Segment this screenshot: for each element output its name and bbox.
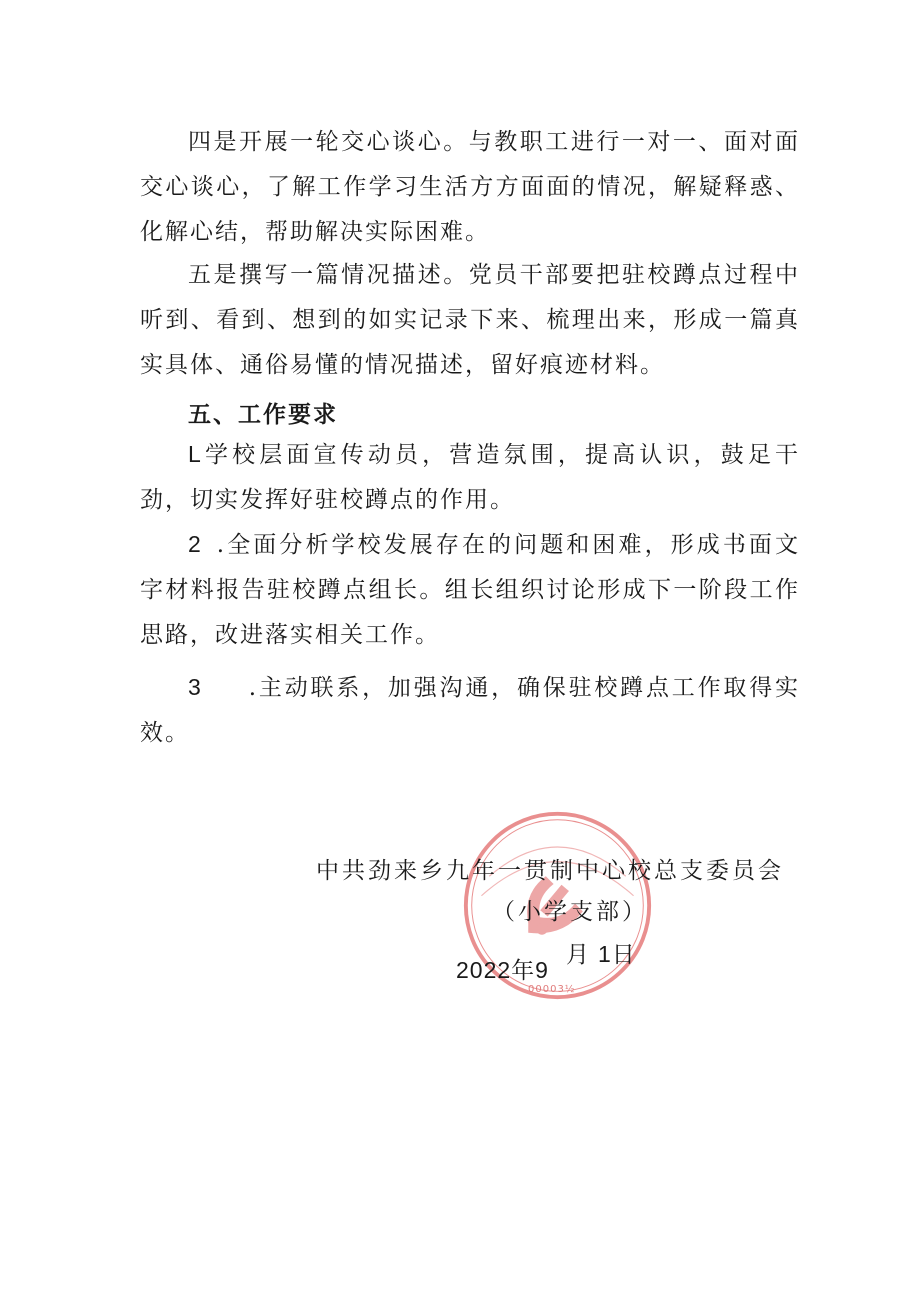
date-day-char: 日 <box>611 942 636 968</box>
requirement-3 <box>140 665 800 756</box>
requirement-3-text: .主动联系，加强沟通，确保驻校蹲点工作取得实效。 <box>140 675 800 746</box>
signature-organization: 中共劲来乡九年一贯制中心校总支委员会 <box>316 858 784 884</box>
seal-code: 00003½ <box>528 984 576 995</box>
requirement-3-number: 3 <box>188 674 203 700</box>
requirement-1-text: 学校层面宣传动员，营造氛围，提高认识，鼓足干劲，切实发挥好驻校蹲点的作用。 <box>140 442 800 513</box>
section-heading: 五、工作要求 <box>188 402 338 428</box>
date-month: 9 <box>535 957 549 983</box>
signature-date <box>456 952 549 985</box>
signature-branch: （小学支部） <box>492 899 648 925</box>
date-month-char: 月 <box>566 942 590 968</box>
date-day: 1 <box>598 941 612 967</box>
date-year-char: 年 <box>511 958 536 984</box>
signature-date-day <box>566 936 636 969</box>
paragraph-five: 五是撰写一篇情况描述。党员干部要把驻校蹲点过程中听到、看到、想到的如实记录下来、梳理出来，形成一篇真实具体、通俗易懂的情况描述，留好痕迹材料。 <box>140 262 800 378</box>
requirement-2-number: 2 <box>188 531 203 557</box>
requirement-2 <box>140 522 800 658</box>
requirement-2-text: .全面分析学校发展存在的问题和困难，形成书面文字材料报告驻校蹲点组长。组长组织讨论形成下一阶段工作思路，改进落实相关工作。 <box>140 532 800 648</box>
paragraph-four: 四是开展一轮交心谈心。与教职工进行一对一、面对面交心谈心，了解工作学习生活方方面面的情况，解疑释惑、化解心结，帮助解决实际困难。 <box>140 129 800 245</box>
requirement-1-number: L <box>188 441 203 467</box>
date-year: 2022 <box>456 957 512 983</box>
requirement-1 <box>140 432 800 523</box>
